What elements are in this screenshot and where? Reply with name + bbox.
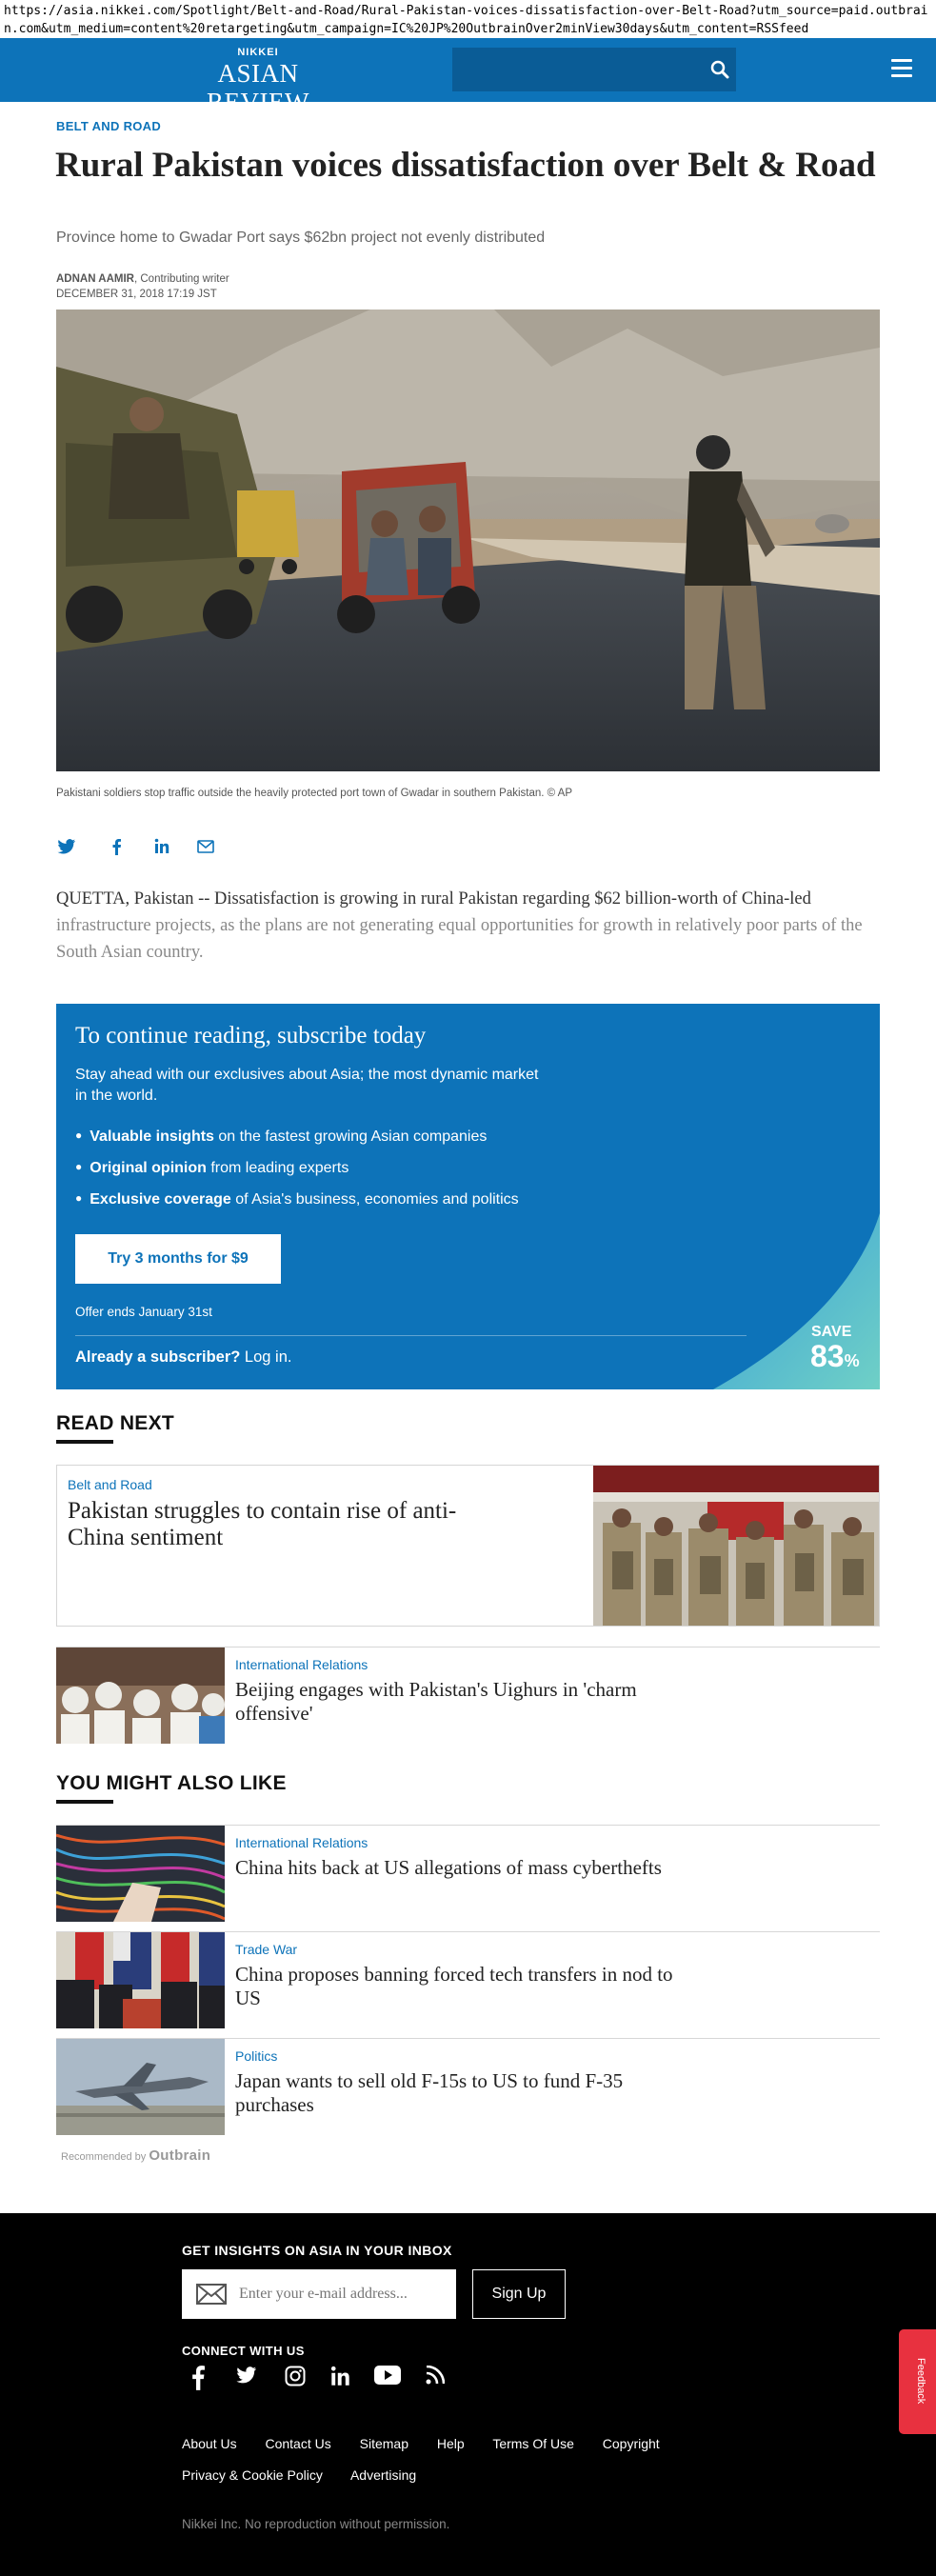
article-thumbnail[interactable] [56, 1932, 225, 2028]
facebook-icon[interactable] [106, 838, 127, 859]
item-kicker[interactable]: Politics [235, 2048, 278, 2064]
author-role: , Contributing writer [133, 273, 229, 285]
subscriber-login [75, 1348, 291, 1367]
card-title[interactable]: Pakistan struggles to contain rise of anti-China sentiment [68, 1498, 457, 1550]
recommended-by-label: Recommended by [61, 2151, 147, 2163]
site-logo[interactable] [171, 47, 345, 116]
twitter-icon[interactable] [235, 2366, 258, 2396]
search-icon[interactable] [709, 59, 730, 80]
feedback-label: Feedback [915, 2357, 926, 2405]
copyright-notice: Nikkei Inc. No reproduction without permission. [182, 2517, 450, 2531]
footer-link-copyright[interactable]: Copyright [602, 2436, 660, 2451]
image-caption: Pakistani soldiers stop traffic outside the heavily protected port town of Gwadar in southern Pakistan. © AP [56, 788, 573, 799]
recommended-item[interactable] [56, 1825, 880, 1921]
heading-underline [56, 1800, 113, 1804]
article-section-link[interactable]: BELT AND ROAD [56, 119, 162, 133]
item-kicker[interactable]: Trade War [235, 1942, 298, 1957]
footer-links-primary [182, 2436, 685, 2451]
subscribe-trial-button[interactable]: Try 3 months for $9 [75, 1234, 281, 1284]
article-thumbnail[interactable] [56, 2039, 225, 2135]
item-title[interactable]: China proposes banning forced tech transfers in nod to US [235, 1963, 673, 2009]
email-icon[interactable] [195, 838, 216, 859]
recommended-item[interactable] [56, 1931, 880, 2027]
login-prompt: Already a subscriber? [75, 1348, 241, 1366]
publish-date: DECEMBER 31, 2018 17:19 JST [56, 289, 217, 300]
youtube-icon[interactable] [374, 2366, 401, 2396]
save-percent: 83% [810, 1339, 860, 1373]
outbrain-logo: Outbrain [149, 2147, 211, 2164]
footer-link-help[interactable]: Help [436, 2436, 465, 2451]
benefit-item: ● Valuable insights on the fastest growing Asian companies [75, 1126, 519, 1157]
mail-icon [196, 2284, 227, 2305]
linkedin-icon[interactable] [330, 2366, 351, 2396]
article-thumbnail[interactable] [56, 1826, 225, 1922]
item-kicker[interactable]: International Relations [235, 1657, 368, 1672]
newsletter-heading: GET INSIGHTS ON ASIA IN YOUR INBOX [182, 2243, 452, 2258]
connect-heading: CONNECT WITH US [182, 2344, 305, 2358]
logo-asian-review: ASIAN REVIEW [207, 59, 309, 116]
feedback-tab[interactable] [899, 2329, 936, 2434]
footer-link-privacy[interactable]: Privacy & Cookie Policy [182, 2467, 323, 2483]
rss-icon[interactable] [426, 2366, 445, 2396]
twitter-icon[interactable] [56, 838, 77, 859]
login-link[interactable]: Log in. [240, 1348, 292, 1366]
read-next-heading: READ NEXT [56, 1412, 175, 1434]
instagram-icon[interactable] [285, 2366, 306, 2396]
item-kicker[interactable]: International Relations [235, 1835, 368, 1850]
benefit-item: ● Original opinion from leading experts [75, 1157, 519, 1188]
benefit-list [75, 1126, 519, 1220]
article-lead [56, 886, 885, 966]
footer-link-terms[interactable]: Terms Of Use [492, 2436, 574, 2451]
address-bar-url[interactable]: https://asia.nikkei.com/Spotlight/Belt-and-Road/Rural-Pakistan-voices-dissatisfaction-over-Belt-Road?utm_source=paid.outbrain.com&utm_medium=content%20retargeting&utm_campaign=IC%20JP%20OutbrainOver2minView30days&utm_content=RSSfeed [4, 4, 928, 36]
paywall-intro: Stay ahead with our exclusives about Asia; the most dynamic market in the world. [75, 1067, 539, 1104]
outbrain-attribution[interactable] [61, 2147, 210, 2164]
save-label: SAVE [811, 1324, 852, 1340]
footer-link-contact[interactable]: Contact Us [265, 2436, 331, 2451]
benefit-item: ● Exclusive coverage of Asia's business, economies and politics [75, 1188, 519, 1220]
offer-deadline: Offer ends January 31st [75, 1305, 212, 1319]
footer-link-sitemap[interactable]: Sitemap [359, 2436, 408, 2451]
card-image[interactable] [593, 1466, 880, 1627]
hero-image [56, 310, 880, 771]
author-name[interactable]: ADNAN AAMIR [56, 273, 134, 285]
article-title: Rural Pakistan voices dissatisfaction over Belt & Road [55, 146, 876, 185]
facebook-icon[interactable] [191, 2366, 205, 2396]
item-title[interactable]: China hits back at US allegations of mass cyberthefts [235, 1856, 662, 1879]
subscription-paywall [56, 1004, 880, 1389]
footer-link-about[interactable]: About Us [182, 2436, 237, 2451]
lead-text-faded: infrastructure projects, as the plans are not generating equal opportunities for growth in relatively poor parts of the South Asian country. [56, 916, 863, 962]
paywall-title: To continue reading, subscribe today [75, 1023, 427, 1048]
heading-underline [56, 1440, 113, 1444]
share-bar [56, 838, 247, 859]
site-footer [0, 2213, 936, 2576]
might-like-heading: YOU MIGHT ALSO LIKE [56, 1772, 287, 1794]
recommended-item[interactable] [56, 2038, 880, 2134]
read-next-item[interactable] [56, 1647, 880, 1743]
read-next-feature-card[interactable] [56, 1465, 880, 1627]
linkedin-icon[interactable] [151, 838, 172, 859]
divider [75, 1335, 747, 1336]
article-subtitle: Province home to Gwadar Port says $62bn project not evenly distributed [56, 230, 546, 246]
byline [56, 271, 229, 302]
newsletter-signup-button[interactable]: Sign Up [472, 2269, 566, 2319]
footer-links-secondary [182, 2467, 441, 2483]
card-kicker[interactable]: Belt and Road [68, 1477, 152, 1492]
site-header [0, 38, 936, 116]
article-thumbnail[interactable] [56, 1647, 225, 1744]
item-title[interactable]: Beijing engages with Pakistan's Uighurs in 'charm offensive' [235, 1678, 637, 1725]
search-input[interactable] [452, 48, 736, 91]
logo-nikkei: NIKKEI [237, 47, 279, 58]
item-title[interactable]: Japan wants to sell old F-15s to US to fund F-35 purchases [235, 2069, 624, 2116]
footer-link-advertising[interactable]: Advertising [349, 2467, 417, 2483]
lead-text: QUETTA, Pakistan -- Dissatisfaction is growing in rural Pakistan regarding $62 billion-worth of China-led [56, 889, 811, 909]
social-links [182, 2366, 468, 2396]
hamburger-menu-icon[interactable] [891, 59, 912, 80]
